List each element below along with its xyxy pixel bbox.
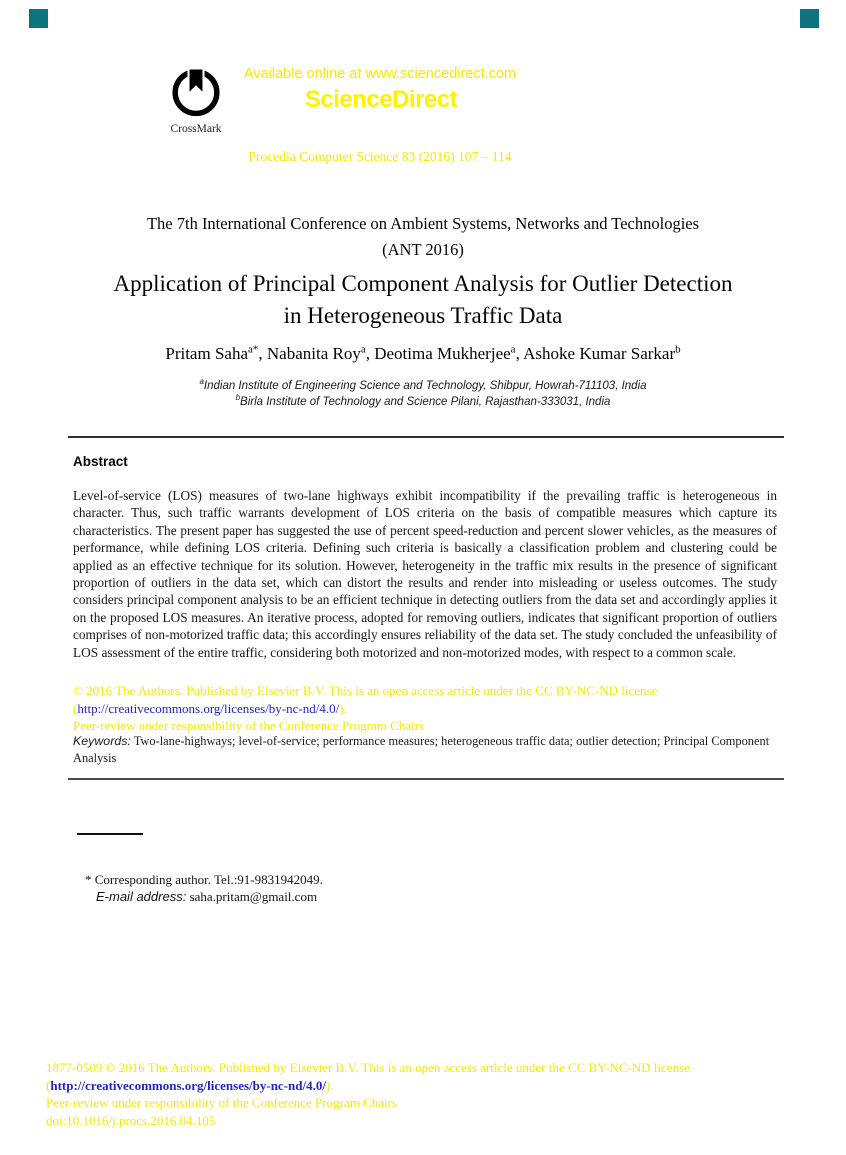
abstract-body: Level-of-service (LOS) measures of two-lane highways exhibit incompatibility if the prevailing traffic is heterogeneous in character. Thus, such traffic warrants development of LOS criteria on the basis of compatible measures which capture its characteristics. The present paper has suggested the use of percent speed-reduction and percent slower vehicles, as the measures of performance, while defining LOS criteria. Defining such criteria is basically a classification problem and clustering could be applied as an effective technique for its solution. However, heterogeneity in the traffic mix results in the presence of significant proportion of outliers in the data set, which can distort the results and render into misleading or useless outcomes. The study considers principal component analysis to be an efficient technique in detecting outliers from the data set and accordingly applies it on the proposed LOS measures. An iterative process, adopted for removing outliers, indicates that significant proportion of outliers comprises of non-motorized traffic data; this accordingly ensures reliability of the data set. The study concluded the unfeasibility of LOS assessment of the entire traffic, considering both motorized and non-motorized modes, with respect to a common scale. (73, 488, 777, 660)
author-list: Pritam Saha$^{a*}$, Nabanita Roy$^a$, Deotima Mukherjee$^a$, Ashoke Kumar Sarkar$^b$ (165, 343, 681, 363)
affiliation-text: Birla Institute of Technology and Science Pilani, Rajasthan-333031, India (240, 395, 611, 408)
conference-line1: The 7th International Conference on Ambient Systems, Networks and Technologies (146, 214, 700, 233)
peer-review-line: Peer-review under responsibility of the Conference Program Chairs (73, 718, 424, 733)
author-name: Nabanita Roy (266, 344, 361, 363)
corner-marker-right (800, 9, 819, 28)
keywords-text: Two-lane-highways; level-of-service; performance measures; heterogeneous traffic data; outlier detection; Principal Component Analysis (73, 734, 770, 765)
crossmark-icon (171, 64, 221, 117)
available-online-text: Available online at www.sciencedirect.com (243, 66, 517, 82)
divider-top (68, 436, 784, 438)
email-address: saha.pritam@gmail.com (186, 889, 318, 904)
paper-title-line2: in Heterogeneous Traffic Data (283, 302, 563, 328)
author-affiliation-mark: a* (248, 343, 259, 356)
author-affiliation-mark: b (675, 343, 681, 356)
imprint-cc-license-link[interactable]: http://creativecommons.org/licenses/by-nc-nd/4.0/ (50, 1077, 326, 1093)
imprint-license-line (46, 1077, 806, 1095)
paper-title (0, 268, 846, 331)
author-name: Ashoke Kumar Sarkar (523, 344, 676, 363)
abstract-heading: Abstract (73, 454, 128, 469)
license-line2 (73, 700, 783, 718)
divider-bottom (68, 778, 784, 780)
journal-citation-line: Procedia Computer Science 83 (2016) 107 – 114 (248, 149, 512, 164)
doi-line: doi:10.1016/j.procs.2016.04.105 (46, 1112, 216, 1128)
license-line1: © 2016 The Authors. Published by Elsevier B.V. This is an open access article under the CC BY-NC-ND license (73, 683, 658, 698)
conference-line2: (ANT 2016) (382, 240, 464, 259)
crossmark-label: CrossMark (170, 123, 222, 135)
affiliation-mark: b (235, 392, 241, 402)
affiliation-mark: a (199, 377, 204, 387)
author-name: Deotima Mukherjee (374, 344, 511, 363)
issn-copyright-line: 1877-0509 © 2016 The Authors. Published by Elsevier B.V. This is an open access article under the CC BY-NC-ND license (46, 1060, 690, 1075)
keywords-label: Keywords: (73, 734, 131, 748)
corresponding-author-note: * Corresponding author. Tel.:91-9831942049. (85, 872, 323, 887)
author-affiliation-mark: a (510, 343, 516, 356)
imprint-paren-open: ( (46, 1077, 51, 1093)
cc-license-link[interactable]: http://creativecommons.org/licenses/by-nc-nd/4.0/ (77, 700, 340, 716)
author-affiliation-mark: a (360, 343, 366, 356)
license-paren-close: ). (339, 700, 347, 716)
imprint-block (46, 1059, 806, 1129)
license-block (73, 682, 783, 735)
paper-title-line1: Application of Principal Component Analysis for Outlier Detection (113, 271, 733, 296)
crossmark-logo[interactable] (166, 64, 226, 135)
sciencedirect-wordmark[interactable]: ScienceDirect (304, 86, 458, 113)
corner-marker-left (29, 9, 48, 28)
imprint-paren-close: ). (325, 1077, 334, 1093)
keywords-block (73, 733, 775, 767)
affiliation-line (0, 392, 846, 411)
license-paren-open: ( (73, 700, 78, 716)
affiliation-line (0, 379, 846, 395)
affiliations (0, 379, 846, 410)
email-label: E-mail address: (96, 889, 187, 904)
affiliation-text: Indian Institute of Engineering Science and Technology, Shibpur, Howrah-711103, India (203, 380, 647, 392)
footnote-rule (77, 833, 143, 835)
imprint-peer-review-line: Peer-review under responsibility of the Conference Program Chairs (46, 1095, 397, 1111)
conference-name (0, 211, 846, 263)
email-line (96, 889, 317, 905)
author-name: Pritam Saha (165, 344, 248, 363)
